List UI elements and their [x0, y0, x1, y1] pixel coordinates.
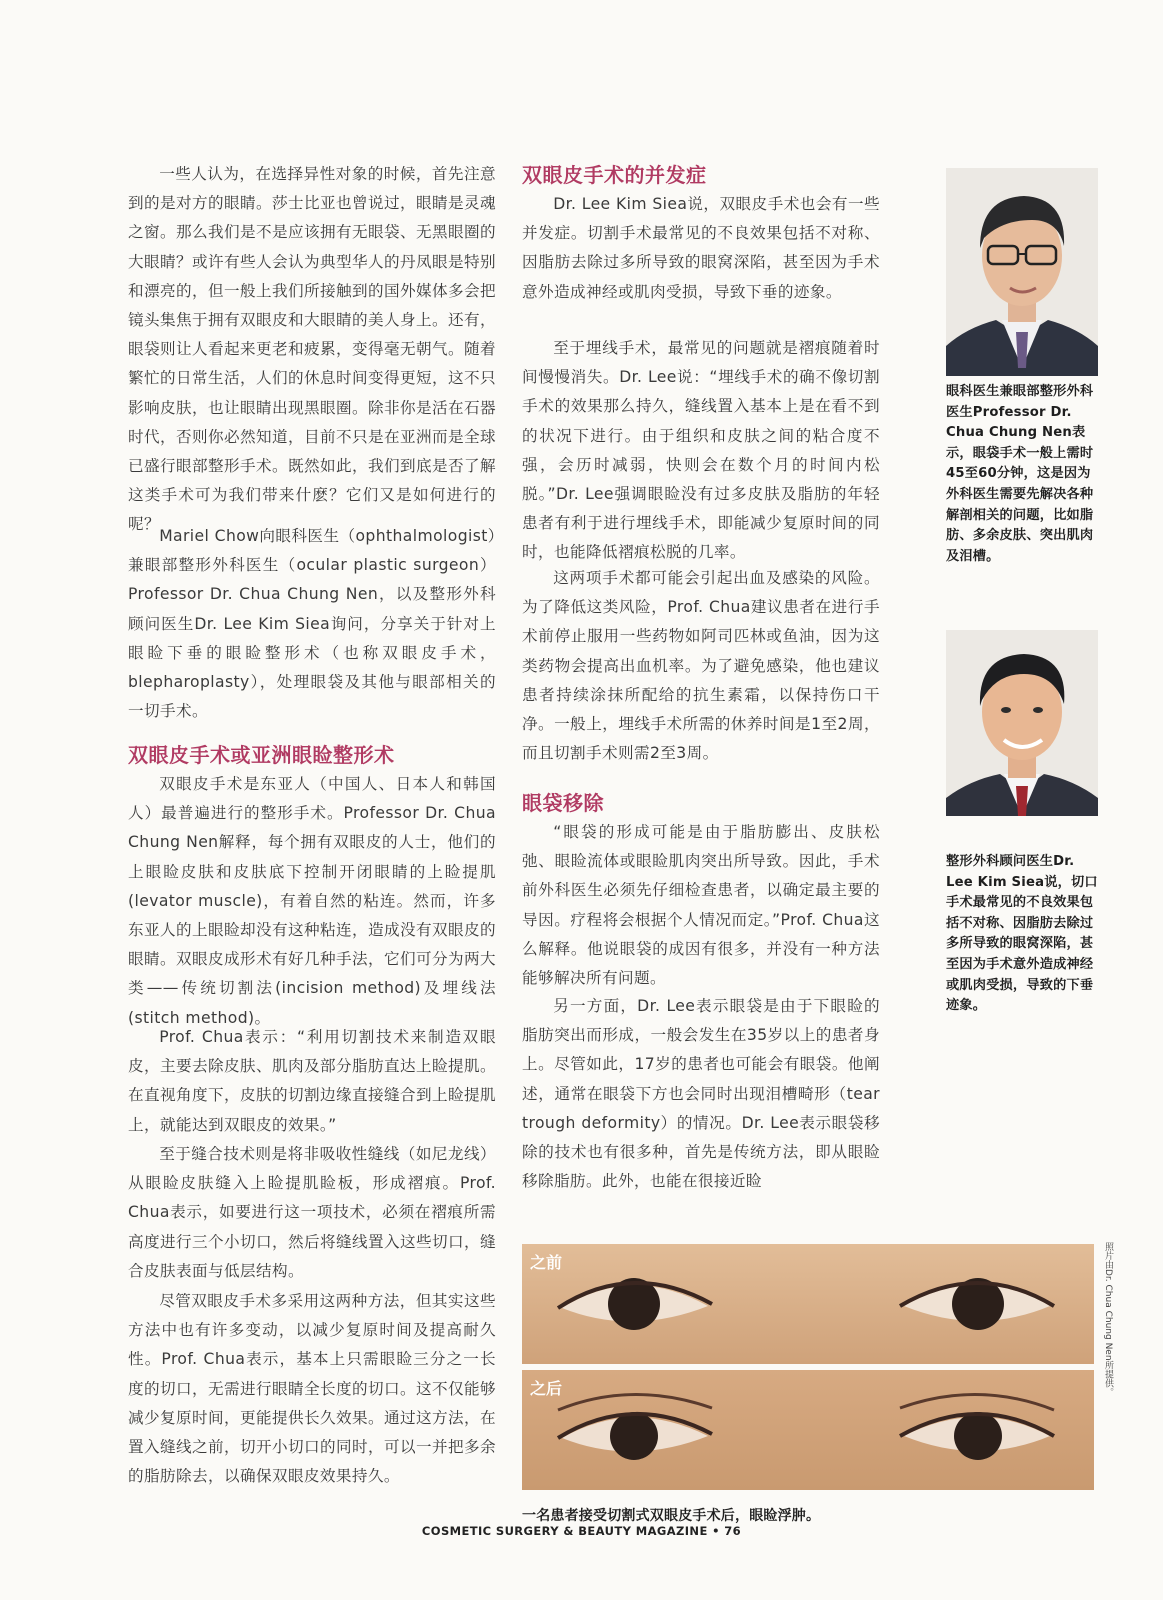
section-heading-asian-blepharoplasty: 双眼皮手术或亚洲眼睑整形术 — [128, 743, 395, 767]
section-heading-complications: 双眼皮手术的并发症 — [522, 163, 707, 187]
figure-caption: 一名患者接受切割式双眼皮手术后，眼睑浮肿。 — [522, 1508, 821, 1524]
bleeding-infection-paragraph: 这两项手术都可能会引起出血及感染的风险。为了降低这类风险，Prof. Chua建议患者在进行手术前停止服用一些药物如阿司匹林或鱼油，因为这类药物会提高出血机率。为了避免感染，他也建议患者持续涂抹所配给的抗生素霜，以保持伤口干净。一般上，埋线手术所需的休养时间是1至2周，而且切割手术则需2至3周。 — [522, 569, 880, 763]
photo-credit: 照片由Dr. Chua Chung Nen所提供。 — [1103, 1242, 1113, 1397]
intro-paragraph: 一些人认为，在选择异性对象的时候，首先注意到的是对方的眼睛。莎士比亚也曾说过，眼睛是灵魂之窗。那么我们是不是应该拥有无眼袋、无黑眼圈的大眼睛？或许有些人会认为典型华人的丹凤眼是特别和漂亮的，但一般上我们所接触到的国外媒体多会把镜头集焦于拥有双眼皮和大眼睛的美人身上。还有，眼袋则让人看起来更老和疲累，变得毫无朝气。随着繁忙的日常生活，人们的休息时间变得更短，这不只影响皮肤，也让眼睛出现黑眼圈。除非你是活在石器时代，否则你必然知道，目前不只是在亚洲而是全球已盛行眼部整形手术。既然如此，我们到底是否了解这类手术可为我们带来什麽？它们又是如何进行的呢？ — [128, 165, 496, 534]
portrait-caption-chua: 眼科医生兼眼部整形外科医生Professor Dr. Chua Chung Nen表示，眼袋手术一般上需时45至60分钟，这是因为外科医生需要先解决各种解剖相关的问题，比如脂肪、多余皮肤、突出肌肉及泪槽。 — [946, 384, 1094, 564]
before-eyes-image — [522, 1244, 1094, 1364]
before-photo — [522, 1244, 1094, 1364]
complications-paragraph: Dr. Lee Kim Siea说，双眼皮手术也会有一些并发症。切割手术最常见的不良效果包括不对称、因脂肪去除过多所导致的眼窝深陷，甚至因为手术意外造成神经或肌肉受损，导致下垂的迹象。 — [522, 195, 880, 301]
eyebag-causes-paragraph: “眼袋的形成可能是由于脂肪膨出、皮肤松弛、眼睑流体或眼睑肌肉突出所导致。因此，手术前外科医生必须先仔细检查患者，以确定最主要的导因。疗程将会根据个人情况而定。”Prof. Chua这么解释。他说眼袋的成因有很多，并没有一种方法能够解决所有问题。 — [522, 823, 880, 988]
portrait-caption-lee: 整形外科顾问医生Dr. Lee Kim Siea说，切口手术最常见的不良效果包括不对称、因脂肪去除过多所导致的眼窝深陷，甚至因为手术意外造成神经或肌肉受损，导致的下垂迹象。 — [946, 854, 1098, 1014]
before-label: 之前 — [530, 1253, 563, 1272]
eyebag-techniques-paragraph: 另一方面，Dr. Lee表示眼袋是由于下眼睑的脂肪突出而形成，一般会发生在35岁以上的患者身上。尽管如此，17岁的患者也可能会有眼袋。他阐述，通常在眼袋下方也会同时出现泪槽畸形（tear trough deformity）的情况。Dr. Lee表示眼袋移除的技术也有很多种，首先是传统方法，即从眼睑移除脂肪。此外，也能在很接近睑 — [522, 997, 880, 1191]
asian-blepharoplasty-paragraph: 双眼皮手术是东亚人（中国人、日本人和韩国人）最普遍进行的整形手术。Professor Dr. Chua Chung Nen解释，每个拥有双眼皮的人士，他们的上眼睑皮肤和皮肤底下控制开闭眼睛的上睑提肌(levator muscle)，有着自然的粘连。然而，许多东亚人的上眼睑却没有这种粘连，造成没有双眼皮的眼睛。双眼皮成形术有好几种手法，它们可分为两大类——传统切割法(incision method)及埋线法(stitch method)。 — [128, 775, 496, 1027]
section-heading-eyebag-removal: 眼袋移除 — [522, 791, 604, 815]
sources-paragraph: Mariel Chow向眼科医生（ophthalmologist）兼眼部整形外科医生（ocular plastic surgeon）Professor Dr. Chua Chung Nen，以及整形外科顾问医生Dr. Lee Kim Siea询问，分享关于针对上眼睑下垂的眼睑整形术（也称双眼皮手术，blepharoplasty），处理眼袋及其他与眼部相关的一切手术。 — [128, 527, 496, 721]
page-footer: COSMETIC SURGERY & BEAUTY MAGAZINE • 76 — [421, 1524, 742, 1538]
portrait-chua-image — [946, 168, 1098, 376]
portrait-prof-chua — [946, 168, 1098, 376]
variations-paragraph: 尽管双眼皮手术多采用这两种方法，但其实这些方法中也有许多变动，以减少复原时间及提高耐久性。Prof. Chua表示，基本上只需眼睑三分之一长度的切口，无需进行眼睛全长度的切口。这不仅能够减少复原时间，更能提供长久效果。通过这方法，在置入缝线之前，切开小切口的同时，可以一并把多余的脂肪除去，以确保双眼皮效果持久。 — [128, 1292, 496, 1486]
stitch-method-paragraph: 至于缝合技术则是将非吸收性缝线（如尼龙线）从眼睑皮肤缝入上睑提肌睑板，形成褶痕。Prof. Chua表示，如要进行这一项技术，必须在褶痕所需高度进行三个小切口，然后将缝线置入这些切口，缝合皮肤表面与低层结构。 — [128, 1145, 496, 1280]
after-label: 之后 — [530, 1379, 563, 1398]
portrait-dr-lee — [946, 630, 1098, 816]
incision-quote-paragraph: Prof. Chua表示：“利用切割技术来制造双眼皮，主要去除皮肤、肌肉及部分脂肪直达上睑提肌。在直视角度下，皮肤的切割边缘直接缝合到上睑提肌上，就能达到双眼皮的效果。” — [128, 1028, 496, 1134]
after-photo — [522, 1370, 1094, 1490]
stitch-complications-paragraph: 至于埋线手术，最常见的问题就是褶痕随着时间慢慢消失。Dr. Lee说：“埋线手术的确不像切割手术的效果那么持久，缝线置入基本上是在看不到的状况下进行。由于组织和皮肤之间的粘合度不强，会历时减弱，快则会在数个月的时间内松脱。”Dr. Lee强调眼睑没有过多皮肤及脂肪的年轻患者有利于进行埋线手术，即能减少复原时间的同时，也能降低褶痕松脱的几率。 — [522, 339, 880, 562]
after-eyes-image — [522, 1370, 1094, 1490]
portrait-lee-image — [946, 630, 1098, 816]
